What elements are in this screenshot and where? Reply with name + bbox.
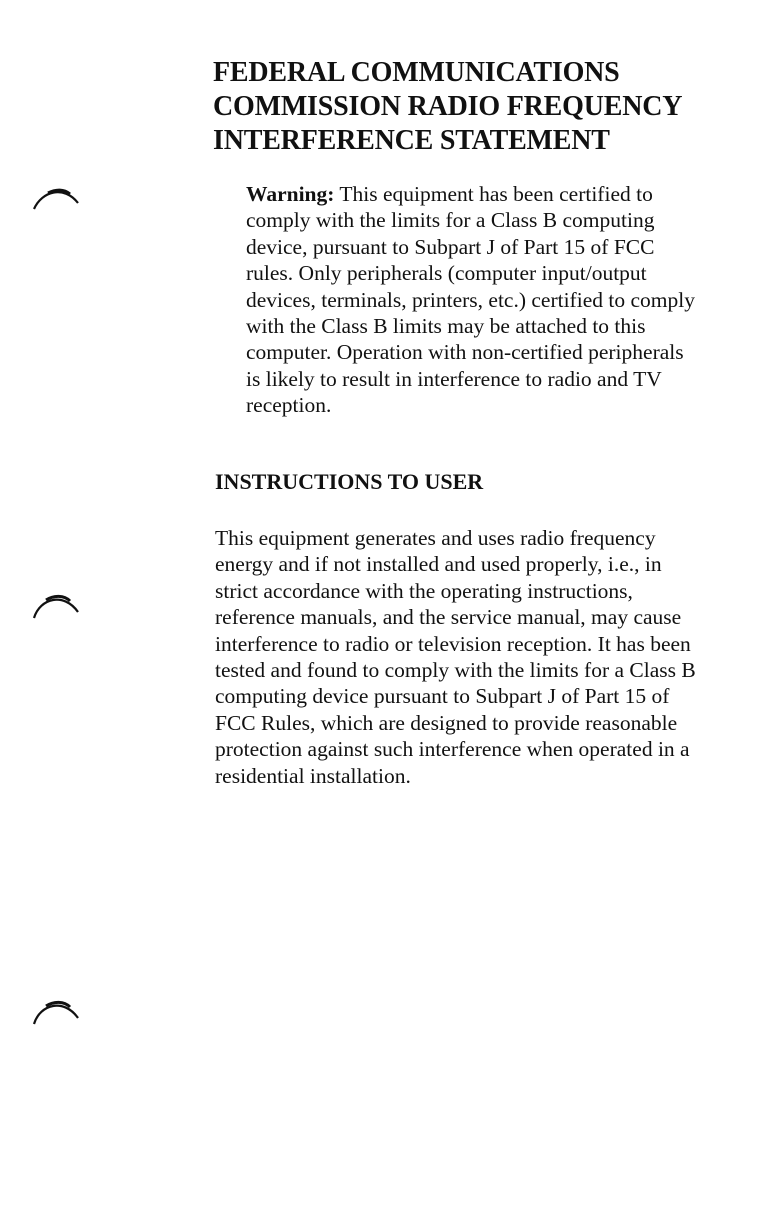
page-title	[213, 56, 743, 158]
instructions-line: energy and if not installed and used properly, i.e., in	[215, 552, 662, 577]
instructions-line: FCC Rules, which are designed to provide reasonable	[215, 710, 678, 735]
instructions-line: computing device pursuant to Subpart J of Part 15 of	[215, 684, 670, 709]
warning-line	[246, 181, 746, 207]
warning-paragraph	[246, 181, 746, 419]
warning-line: comply with the limits for a Class B computing	[246, 208, 655, 233]
title-line: INTERFERENCE STATEMENT	[213, 125, 610, 156]
instructions-line: interference to radio or television reception. It has been	[215, 631, 691, 656]
warning-text: This equipment has been certified to	[334, 182, 653, 206]
instructions-paragraph	[215, 525, 760, 789]
warning-line: with the Class B limits may be attached to this	[246, 314, 646, 339]
instructions-line: protection against such interference when operated in a	[215, 737, 690, 762]
instructions-line: This equipment generates and uses radio frequency	[215, 526, 656, 550]
warning-line: devices, terminals, printers, etc.) certified to comply	[246, 287, 695, 312]
warning-line: rules. Only peripherals (computer input/output	[246, 261, 647, 286]
warning-label: Warning:	[246, 182, 335, 206]
title-line: COMMISSION RADIO FREQUENCY	[213, 91, 683, 122]
warning-line: is likely to result in interference to radio and TV	[246, 366, 662, 391]
binder-hole-icon	[30, 183, 82, 213]
instructions-line: tested and found to comply with the limits for a Class B	[215, 658, 696, 683]
instructions-line: reference manuals, and the service manual, may cause	[215, 605, 682, 630]
warning-line: device, pursuant to Subpart J of Part 15 of FCC	[246, 234, 655, 259]
binder-hole-icon	[30, 996, 82, 1026]
instructions-line: residential installation.	[215, 763, 411, 788]
instructions-line: strict accordance with the operating instructions,	[215, 578, 633, 603]
title-line: FEDERAL COMMUNICATIONS	[213, 57, 620, 88]
warning-line: computer. Operation with non-certified peripherals	[246, 340, 684, 365]
section-heading-instructions: INSTRUCTIONS TO USER	[215, 469, 484, 494]
warning-line: reception.	[246, 393, 332, 418]
binder-hole-icon	[30, 590, 82, 620]
